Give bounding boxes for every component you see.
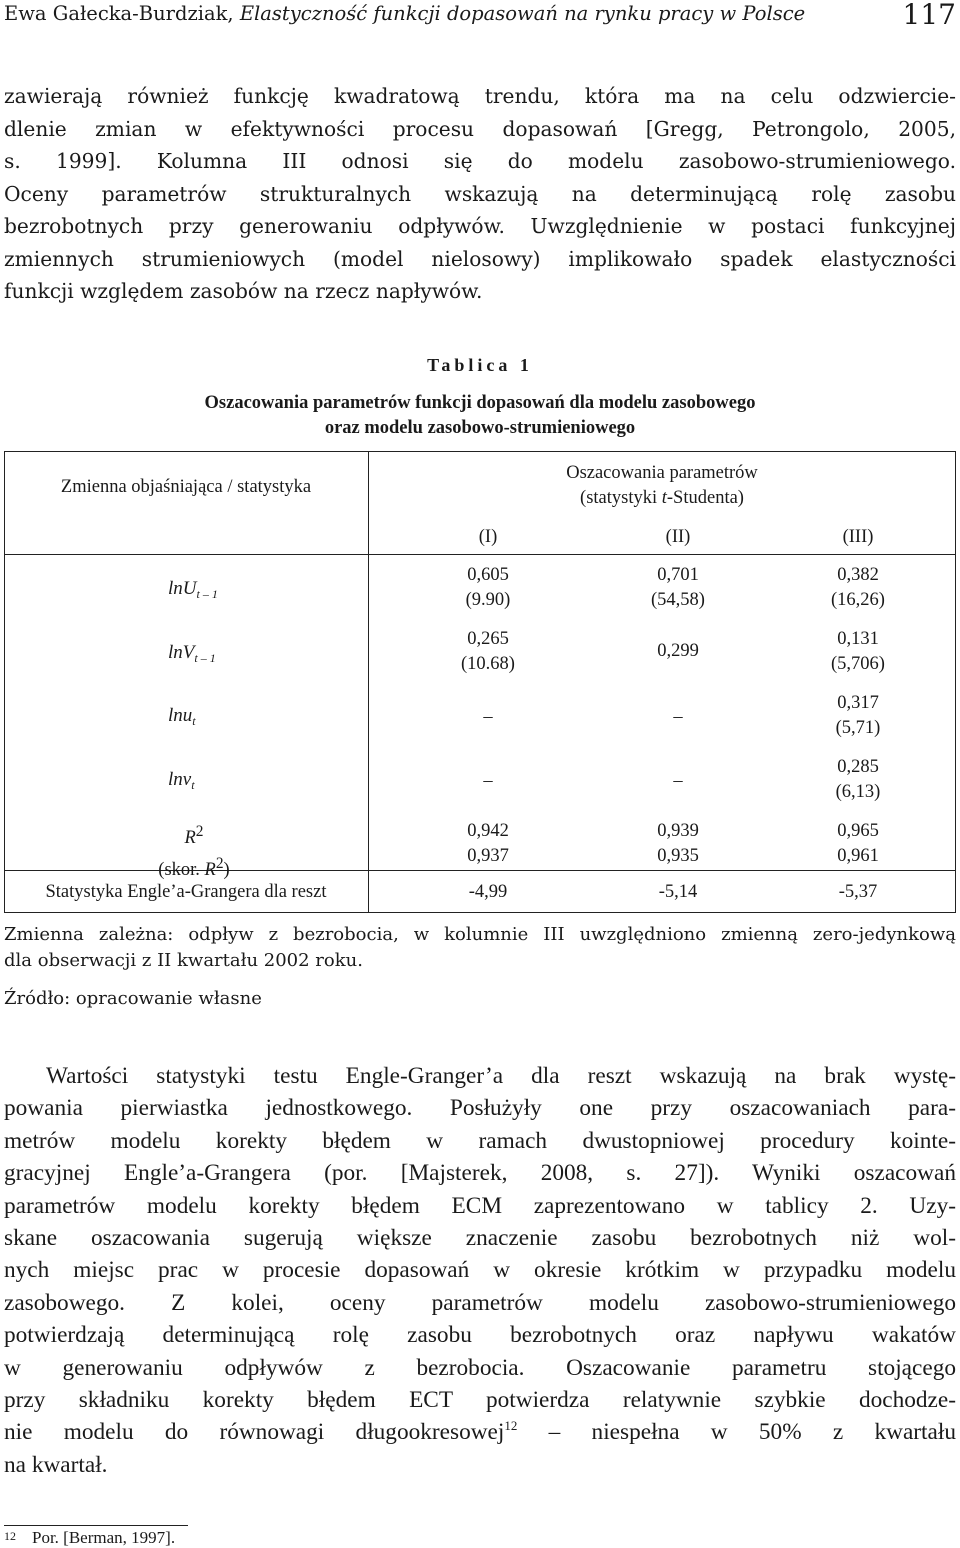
estimate: 0,131: [837, 629, 879, 649]
var-sub: t – 1: [196, 587, 218, 601]
var-sub: t: [191, 778, 195, 792]
cell-lnU-II: [608, 563, 748, 613]
header-stat-prefix: (statystyki: [580, 488, 662, 508]
row-label-r2: [124, 819, 264, 883]
paragraph-line: przy składniku korekty błędem ECT potwierdza relatywnie szybkie dochodze-: [4, 1386, 956, 1413]
t-stat: (9.90): [465, 590, 511, 610]
cell-lnu-III: [788, 691, 928, 741]
row-label-lnv: [168, 769, 195, 793]
header-stat-suffix: -Studenta): [666, 488, 744, 508]
var-main: lnV: [168, 642, 195, 663]
paragraph-line: parametrów modelu korekty błędem ECM zaprezentowano w tablicy 2. Uzy-: [4, 1192, 956, 1219]
cell-lnv-II: [608, 769, 748, 794]
adj-r2-value: 0,961: [837, 846, 879, 866]
adj-r2-value: 0,937: [467, 846, 509, 866]
var-main: lnu: [168, 705, 193, 726]
cell-r2-II: [608, 819, 748, 869]
estimate: 0,605: [467, 565, 509, 585]
table-source: [4, 986, 956, 1012]
header-author: Ewa Gałecka-Burdziak,: [4, 2, 240, 25]
table-rule-bottom: [4, 912, 956, 913]
var-sub: t – 1: [194, 651, 216, 665]
table-rule-top: [4, 451, 956, 452]
line-text: nie modelu do równowagi długookresowej: [4, 1419, 505, 1446]
r2-r: R: [184, 828, 196, 849]
cell-lnU-I: [418, 563, 558, 613]
running-header-text: [4, 2, 805, 25]
estimate: –: [483, 707, 493, 727]
row-label-lnU: [168, 578, 218, 602]
note-line: Zmienna zależna: odpływ z bezrobocia, w kolumnie III uwzględniono zmienną zero-jedynkową: [4, 924, 956, 945]
estimate: 0,317: [837, 693, 879, 713]
cell-r2-I: [418, 819, 558, 869]
t-stat: (54,58): [651, 590, 705, 610]
row-label-lnu: [168, 705, 196, 729]
var-main: lnU: [168, 578, 197, 599]
t-stat: (16,26): [831, 590, 885, 610]
cell-engle-III: -5,37: [838, 882, 878, 902]
cell-lnV-I: [418, 627, 558, 677]
paragraph-line: w generowaniu odpływów z bezrobocia. Oszacowanie parametru stojącego: [4, 1354, 956, 1381]
source-line: Źródło: opracowanie własne: [4, 988, 262, 1009]
cell-r2-III: [788, 819, 928, 869]
cell-lnV-II: [608, 639, 748, 664]
estimate: 0,265: [467, 629, 509, 649]
table-title-line: Oszacowania parametrów funkcji dopasowań dla modelu zasobowego: [204, 393, 756, 413]
estimate: –: [673, 707, 683, 727]
footnote-text: Por. [Berman, 1997].: [32, 1528, 176, 1547]
col-label-II: (II): [665, 527, 691, 547]
var-main: lnv: [168, 769, 192, 790]
adj-r2-value: 0,935: [657, 846, 699, 866]
estimate: 0,299: [657, 641, 699, 661]
cell-lnv-III: [788, 755, 928, 805]
paragraph-line: zawierają również funkcję kwadratową trendu, która ma na celu odzwiercie-: [4, 84, 956, 108]
row-label-lnV: [168, 642, 216, 666]
r2-value: 0,942: [467, 821, 509, 841]
table-rule-divider: [368, 451, 369, 913]
t-stat: (6,13): [835, 782, 881, 802]
t-stat: (10.68): [461, 654, 515, 674]
page-number: 117: [902, 0, 956, 31]
col-label-III: (III): [842, 527, 874, 547]
table-title-line: oraz modelu zasobowo-strumieniowego: [324, 418, 636, 438]
r2-label: [124, 819, 264, 851]
cell-lnv-I: [418, 769, 558, 794]
r2-value: 0,965: [837, 821, 879, 841]
paragraph-line: skane oszacowania sugerują większe znaczenie zasobu bezrobotnych niż wol-: [4, 1224, 956, 1251]
table-number: Tablica 1: [427, 355, 533, 375]
table-note: [4, 922, 956, 974]
paragraph-line: s. 1999]. Kolumna III odnosi się do modelu zasobowo-strumieniowego.: [4, 149, 956, 173]
footnote: [4, 1528, 175, 1548]
paragraph-line: dlenie zmian w efektywności procesu dopasowań [Gregg, Petrongolo, 2005,: [4, 116, 956, 141]
paragraph-line: na kwartał.: [4, 1451, 108, 1478]
estimate: –: [483, 771, 493, 791]
footnote-rule: [4, 1525, 188, 1526]
paragraph-line: metrów modelu korekty błędem w ramach dwustopniowej procedury kointe-: [4, 1127, 956, 1154]
adj-sup: 2: [215, 855, 224, 873]
header-estimates-label: [368, 461, 956, 511]
var-sub: t: [192, 714, 196, 728]
paragraph-line: zmiennych strumieniowych (model nielosowy) implikowało spadek elastyczności: [4, 246, 956, 271]
cell-lnU-III: [788, 563, 928, 613]
results-table: [4, 451, 956, 913]
paragraph-line: zasobowego. Z kolei, oceny parametrów modelu zasobowo-strumieniowego: [4, 1289, 956, 1316]
paragraph-line: gracyjnej Engle’a-Grangera (por. [Majsterek, 2008, s. 27]). Wyniki oszacowań: [4, 1160, 956, 1187]
paragraph-line: Wartości statystyki testu Engle-Granger’a dla reszt wskazują na brak wystę-: [46, 1063, 956, 1089]
paragraph-line: bezrobotnych przy generowaniu odpływów. Uwzględnienie w postaci funkcyjnej: [4, 214, 956, 238]
paragraph-line: powania pierwiastka jednostkowego. Posłużyły one przy oszacowaniach para-: [4, 1095, 956, 1122]
col-label-I: (I): [478, 527, 498, 547]
paragraph-line: potwierdzają determinującą rolę zasobu bezrobotnych oraz napływu wakatów: [4, 1322, 956, 1349]
cell-lnV-III: [788, 627, 928, 677]
adj-suffix: ): [223, 860, 230, 881]
cell-lnu-I: [418, 705, 558, 730]
table-rule-left: [4, 451, 5, 913]
adj-r2-label: [124, 851, 264, 883]
paragraph-2: [4, 1060, 956, 1481]
header-estimates-line: [368, 486, 956, 511]
estimate: 0,285: [837, 757, 879, 777]
paragraph-1: [4, 80, 956, 308]
header-estimates-line: Oszacowania parametrów: [566, 463, 758, 483]
estimate: –: [673, 771, 683, 791]
estimate: 0,701: [657, 565, 699, 585]
running-header: [4, 2, 956, 36]
line-text: – niespełna w 50% z kwartału: [517, 1419, 956, 1446]
estimate: 0,382: [837, 565, 879, 585]
row-label-engle-granger: Statystyka Engle’a-Grangera dla reszt: [45, 882, 327, 902]
header-stat-t: t: [661, 488, 667, 508]
adj-r: R: [204, 860, 216, 881]
paragraph-line: funkcji względem zasobów na rzecz napływów.: [4, 279, 483, 303]
r2-sup: 2: [195, 823, 204, 840]
t-stat: (5,706): [831, 654, 885, 674]
table-rule-header-left: [4, 554, 368, 555]
table-title: [0, 391, 960, 441]
paragraph-line: nych miejsc prac w procesie dopasowań w okresie krótkim w przypadku modelu: [4, 1257, 956, 1284]
cell-lnu-II: [608, 705, 748, 730]
cell-engle-II: -5,14: [658, 882, 698, 902]
table-rule-header-right: [368, 554, 956, 555]
table-rule-right: [955, 451, 956, 913]
note-line: dla obserwacji z II kwartału 2002 roku.: [4, 950, 363, 971]
r2-value: 0,939: [657, 821, 699, 841]
paragraph-line: Oceny parametrów strukturalnych wskazują na determinującą rolę zasobu: [4, 181, 956, 206]
adj-prefix: (skor.: [158, 860, 205, 881]
cell-engle-I: -4,99: [468, 882, 508, 902]
header-variable-label: Zmienna objaśniająca / statystyka: [60, 477, 312, 497]
header-article-title: Elastyczność funkcji dopasowań na rynku pracy w Polsce: [239, 2, 806, 25]
t-stat: (5,71): [835, 718, 881, 738]
paragraph-line: [4, 1416, 956, 1448]
footnote-ref[interactable]: 12: [504, 1418, 518, 1434]
footnote-number: 12: [4, 1529, 16, 1543]
